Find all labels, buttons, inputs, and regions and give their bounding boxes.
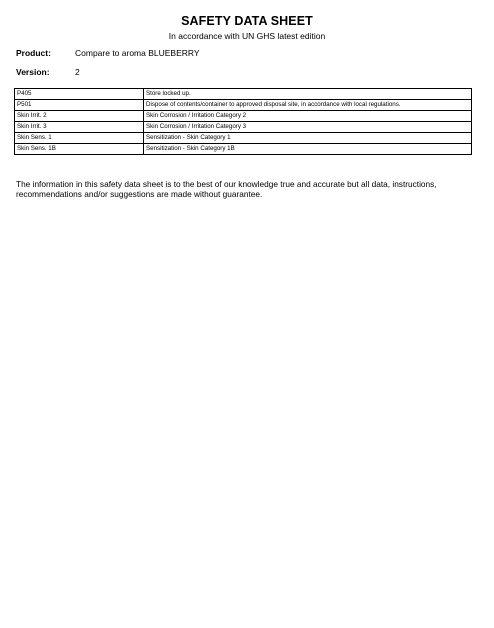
hazard-statements-table xyxy=(14,88,472,155)
version-label: Version: xyxy=(16,67,50,77)
table-cell-code: Skin Irrit. 2 xyxy=(15,111,144,122)
table-cell-description: Dispose of contents/container to approved disposal site, in accordance with local regulations. xyxy=(144,100,472,111)
table-row xyxy=(15,89,472,100)
document-title: SAFETY DATA SHEET xyxy=(181,14,313,28)
version-row xyxy=(16,67,80,77)
table-cell-code: Skin Irrit. 3 xyxy=(15,122,144,133)
table-cell-description: Skin Corrosion / Irritation Category 3 xyxy=(144,122,472,133)
table-cell-description: Store locked up. xyxy=(144,89,472,100)
table-cell-code: Skin Sens. 1 xyxy=(15,133,144,144)
table-cell-description: Skin Corrosion / Irritation Category 2 xyxy=(144,111,472,122)
document-subtitle: In accordance with UN GHS latest edition xyxy=(168,31,326,41)
table-row xyxy=(15,100,472,111)
table-row xyxy=(15,144,472,155)
table-cell-description: Sensitization - Skin Category 1 xyxy=(144,133,472,144)
table-row xyxy=(15,133,472,144)
disclaimer-text: The information in this safety data sheet is to the best of our knowledge true and accurate but all data, instructions, recommendations and/or suggestions are made without guarantee. xyxy=(16,179,437,200)
product-value: Compare to aroma BLUEBERRY xyxy=(75,48,200,58)
product-label: Product: xyxy=(16,48,51,58)
version-value: 2 xyxy=(75,67,80,77)
product-row xyxy=(16,48,200,58)
table-row xyxy=(15,111,472,122)
table-cell-code: P501 xyxy=(15,100,144,111)
table-cell-description: Sensitization - Skin Category 1B xyxy=(144,144,472,155)
table-cell-code: Skin Sens. 1B xyxy=(15,144,144,155)
table-row xyxy=(15,122,472,133)
table-cell-code: P405 xyxy=(15,89,144,100)
